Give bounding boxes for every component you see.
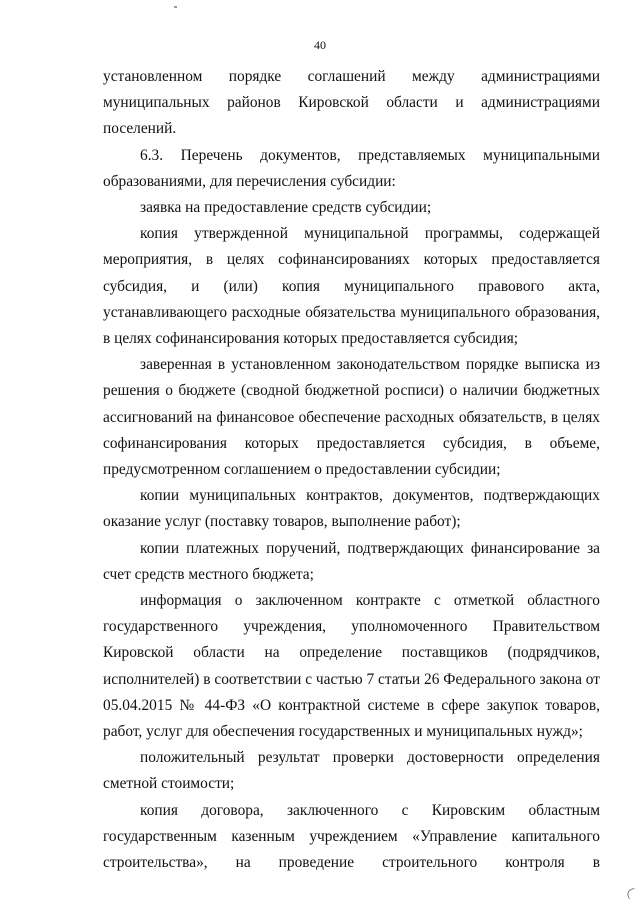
paragraph: заверенная в установленном законодательством порядке выписка из решения о бюджете (сводной бюджетной росписи) о наличии бюджетных ассигнований на финансовое обеспечение расходных обязательств, в целях софинансирования которых предоставляется субсидия, в объеме, предусмотренном соглашением о предоставлении субсидии; — [103, 356, 600, 479]
document-body — [103, 64, 600, 876]
paragraph: заявка на предоставление средств субсидии; — [140, 199, 432, 217]
page-number: 40 — [314, 38, 326, 52]
paragraph: установленном порядке соглашений между администрациями муниципальных районов Кировской области и администрациями поселений. — [103, 68, 600, 138]
paragraph: копия договора, заключенного с Кировским областным государственным казенным учреждением «Управление капитального строительства», на проведение строительного контроля в — [103, 801, 600, 872]
paragraph: информация о заключенном контракте с отметкой областного государственного учреждения, уполномоченного Правительством Кировской области на определение поставщиков (подрядчиков, исполнителей) в соответствии с частью 7 статьи 26 Федерального закона от 05.04.2015 № 44-ФЗ «О контрактной системе в сфере закупок товаров, работ, услуг для обеспечения государственных и муниципальных нужд»; — [103, 592, 600, 741]
paragraph: положительный результат проверки достоверности определения сметной стоимости; — [103, 749, 600, 793]
paragraph: копия утвержденной муниципальной программы, содержащей мероприятия, в целях софинансированиях которых предоставляется субсидия, и (или) копия муниципального правового акта, устанавливающего расходные обязательства муниципального образования, в целях софинансирования которых предоставляется субсидия; — [103, 225, 600, 348]
paragraph: 6.3. Перечень документов, представляемых муниципальными образованиями, для перечисления субсидии: — [103, 146, 600, 190]
page-curl-mark — [626, 888, 638, 900]
paragraph: копии платежных поручений, подтверждающих финансирование за счет средств местного бюджета; — [103, 539, 600, 583]
scan-speck — [174, 6, 177, 8]
paragraph: копии муниципальных контрактов, документов, подтверждающих оказание услуг (поставку товаров, выполнение работ); — [103, 487, 600, 531]
